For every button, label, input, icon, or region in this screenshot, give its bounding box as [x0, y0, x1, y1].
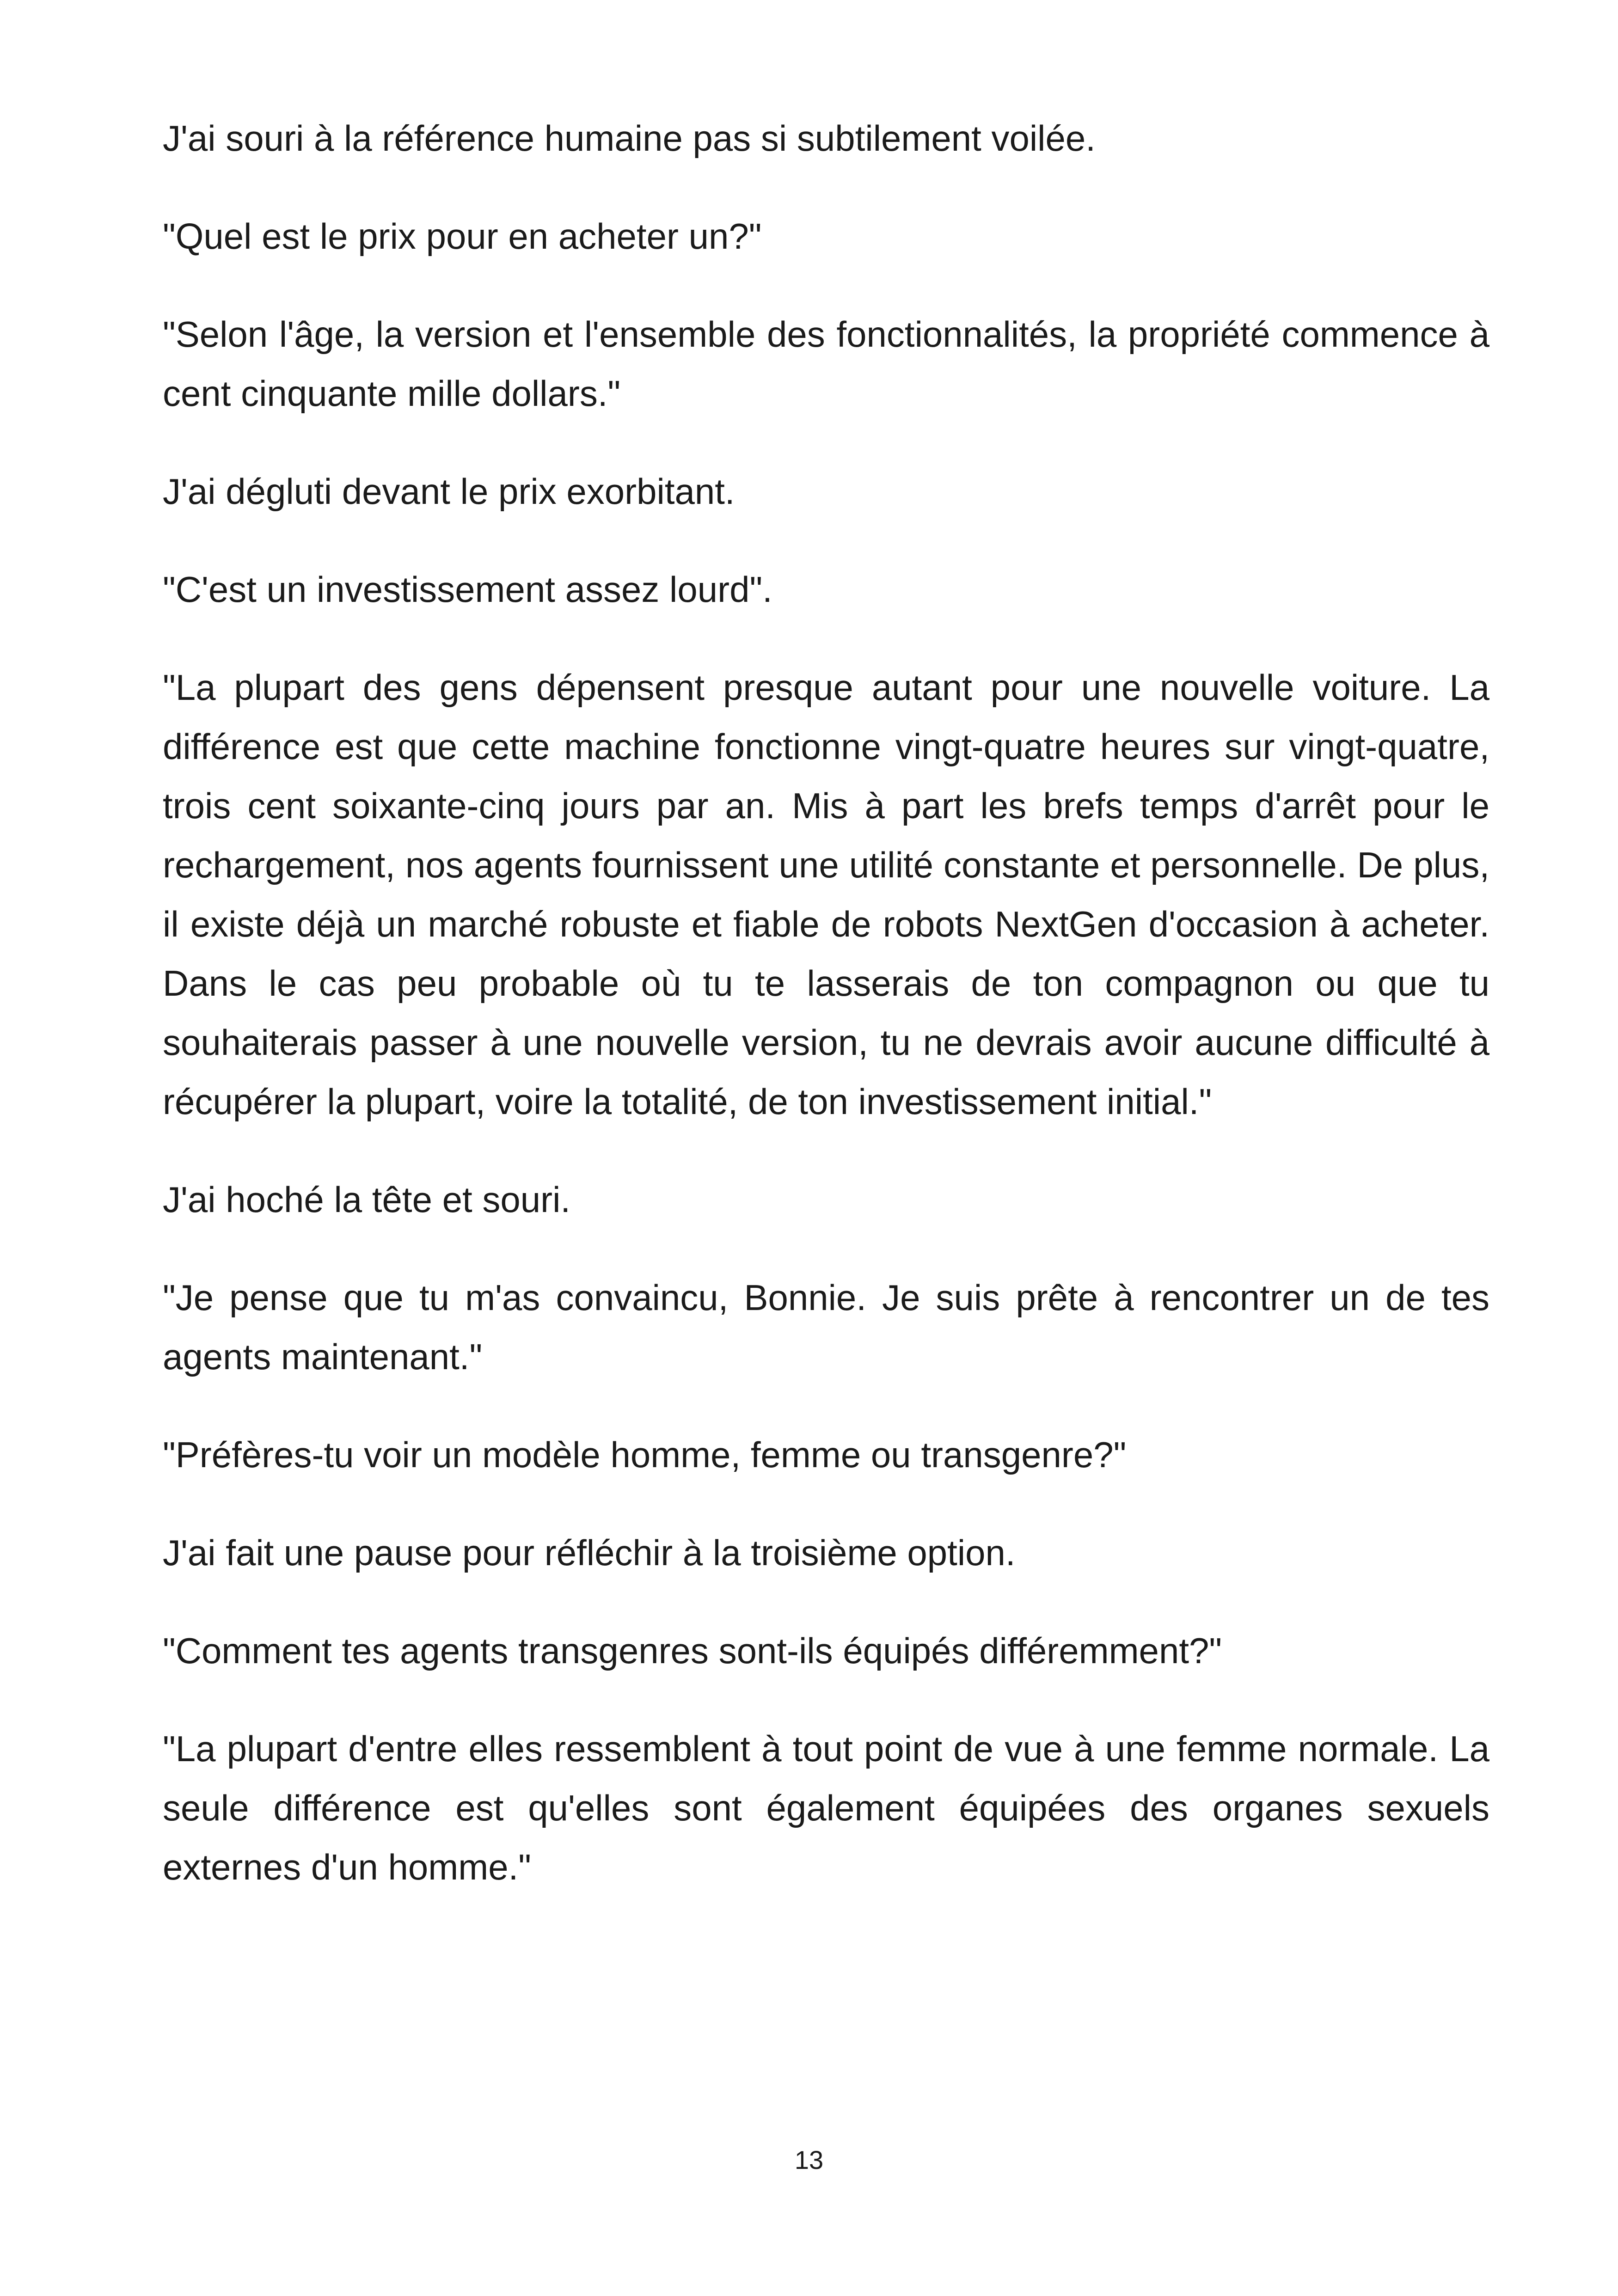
page-number: 13 — [794, 2145, 824, 2174]
paragraph-2: "Quel est le prix pour en acheter un?" — [163, 216, 762, 257]
paragraph-8: "Je pense que tu m'as convaincu, Bonnie. Je suis prête à rencontrer un de tes agents maintenant." — [163, 1277, 1489, 1377]
paragraph-12: "La plupart d'entre elles ressemblent à tout point de vue à une femme normale. La seule différence est qu'elles sont également équipées des organes sexuels externes d'un homme." — [163, 1728, 1489, 1887]
paragraph-5: "C'est un investissement assez lourd". — [163, 569, 772, 610]
paragraph-1: J'ai souri à la référence humaine pas si subtilement voilée. — [163, 118, 1096, 159]
body-text — [163, 109, 1489, 1935]
paragraph-4: J'ai dégluti devant le prix exorbitant. — [163, 471, 735, 512]
paragraph-7: J'ai hoché la tête et souri. — [163, 1179, 571, 1220]
paragraph-3: "Selon l'âge, la version et l'ensemble des fonctionnalités, la propriété commence à cent cinquante mille dollars." — [163, 314, 1489, 414]
paragraph-9: "Préfères-tu voir un modèle homme, femme ou transgenre?" — [163, 1434, 1127, 1475]
paragraph-11: "Comment tes agents transgenres sont-ils équipés différemment?" — [163, 1630, 1222, 1671]
paragraph-6: "La plupart des gens dépensent presque autant pour une nouvelle voiture. La différence est que cette machine fonctionne vingt-quatre heures sur vingt-quatre, trois cent soixante-cinq jours par an. Mis à part les brefs temps d'arrêt pour le rechargement, nos agents fournissent une utilité constante et personnelle. De plus, il existe déjà un marché robuste et fiable de robots NextGen d'occasion à acheter. Dans le cas peu probable où tu te lasserais de ton compagnon ou que tu souhaiterais passer à une nouvelle version, tu ne devrais avoir aucune difficulté à récupérer la plupart, voire la totalité, de ton investissement initial." — [163, 667, 1489, 1122]
paragraph-10: J'ai fait une pause pour réfléchir à la troisième option. — [163, 1532, 1016, 1573]
